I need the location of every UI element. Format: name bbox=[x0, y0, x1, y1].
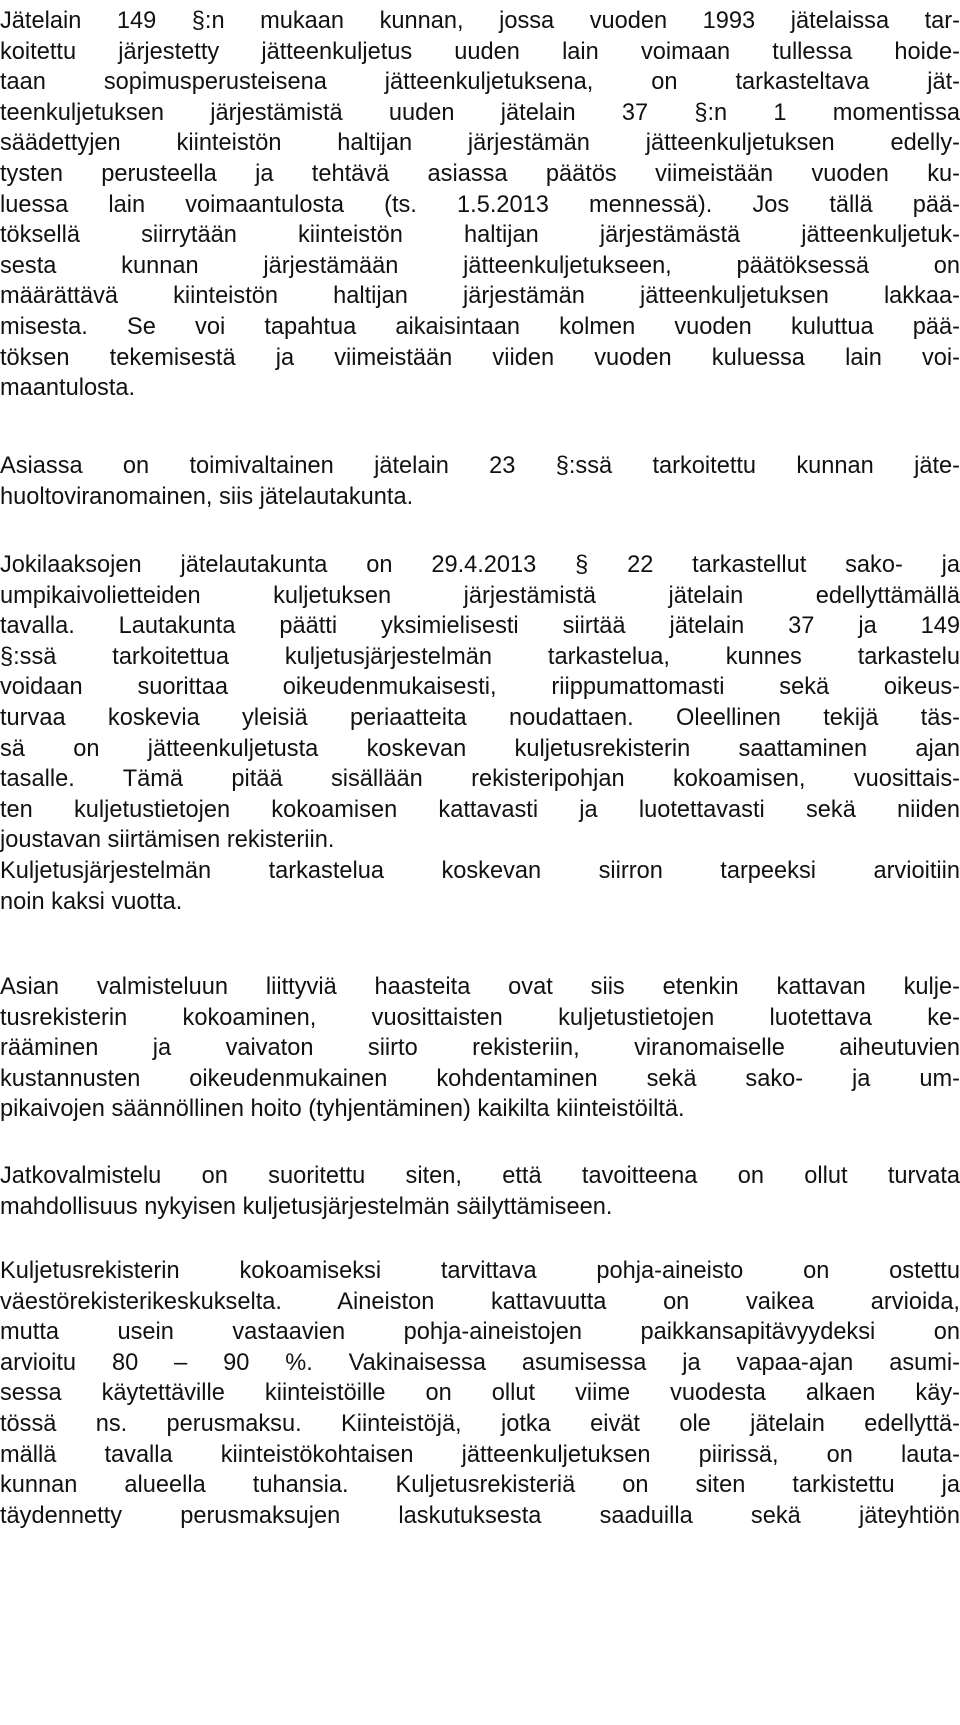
text-line: taan sopimusperusteisena jätteenkuljetuksena, on tarkasteltava jät- bbox=[0, 69, 960, 96]
text-line: maantulosta. bbox=[0, 375, 136, 402]
text-line: luessa lain voimaantulosta (ts. 1.5.2013 mennessä). Jos tällä pää- bbox=[0, 191, 960, 218]
text-line: Kuljetusrekisterin kokoamiseksi tarvittava pohja-aineisto on ostettu bbox=[0, 1258, 960, 1284]
text-line: määrättävä kiinteistön haltijan järjestämän jätteenkuljetuksen lakkaa- bbox=[0, 283, 960, 310]
text-line: koitettu järjestetty jätteenkuljetus uuden lain voimaan tullessa hoide- bbox=[0, 38, 960, 65]
text-line: umpikaivolietteiden kuljetuksen järjestämistä jätelain edellyttämällä bbox=[0, 582, 960, 609]
text-line: turvaa koskevia yleisiä periaatteita noudattaen. Oleellinen tekijä täs- bbox=[0, 704, 960, 731]
text-line: Asiassa on toimivaltainen jätelain 23 §:ssä tarkoitettu kunnan jäte- bbox=[0, 453, 960, 479]
text-line: Asian valmisteluun liittyviä haasteita ovat siis etenkin kattavan kulje- bbox=[0, 974, 960, 1000]
text-line: säädettyjen kiinteistön haltijan järjestämän jätteenkuljetuksen edelly- bbox=[0, 130, 960, 157]
text-line: ten kuljetustietojen kokoamisen kattavasti ja luotettavasti sekä niiden bbox=[0, 796, 960, 823]
text-line: tavalla. Lautakunta päätti yksimielisesti siirtää jätelain 37 ja 149 bbox=[0, 613, 960, 640]
text-line: tusrekisterin kokoaminen, vuosittaisten kuljetustietojen luotettava ke- bbox=[0, 1004, 960, 1031]
text-line: kunnan alueella tuhansia. Kuljetusrekisteriä on siten tarkistettu ja bbox=[0, 1472, 960, 1499]
paragraph-waste-act-149 bbox=[0, 6, 960, 404]
text-line: misesta. Se voi tapahtua aikaisintaan kolmen vuoden kuluttua pää- bbox=[0, 313, 960, 340]
text-line: sessa käytettäville kiinteistöille on ollut viime vuodesta alkaen käy- bbox=[0, 1380, 960, 1407]
text-line: tysten perusteella ja tehtävä asiassa päätös viimeistään vuoden ku- bbox=[0, 160, 960, 187]
text-line: Jätelain 149 §:n mukaan kunnan, jossa vuoden 1993 jätelaissa tar- bbox=[0, 8, 960, 34]
text-line: täydennetty perusmaksujen laskutuksesta saaduilla sekä jäteyhtiön bbox=[0, 1502, 960, 1529]
text-line: mahdollisuus nykyisen kuljetusjärjestelmän säilyttämiseen. bbox=[0, 1193, 613, 1220]
paragraph-competent-authority bbox=[0, 451, 960, 512]
text-line: väestörekisterikeskukselta. Aineiston kattavuutta on vaikea arvioida, bbox=[0, 1288, 960, 1315]
text-line: §:ssä tarkoitettua kuljetusjärjestelmän tarkastelua, kunnes tarkastelu bbox=[0, 643, 960, 670]
text-line: Jatkovalmistelu on suoritettu siten, että tavoitteena on ollut turvata bbox=[0, 1163, 960, 1189]
text-line: joustavan siirtämisen rekisteriin. bbox=[0, 827, 335, 854]
text-line: tössä ns. perusmaksu. Kiinteistöjä, jotka eivät ole jätelain edellyttä- bbox=[0, 1410, 960, 1437]
text-line: sesta kunnan järjestämään jätteenkuljetukseen, päätöksessä on bbox=[0, 252, 960, 279]
text-line: voidaan suorittaa oikeudenmukaisesti, riippumattomasti sekä oikeus- bbox=[0, 674, 960, 701]
paragraph-committee-decision bbox=[0, 550, 960, 917]
text-line: mutta usein vastaavien pohja-aineistojen paikkansapitävyydeksi on bbox=[0, 1319, 960, 1346]
text-line: Kuljetusjärjestelmän tarkastelua koskevan siirron tarpeeksi arvioitiin bbox=[0, 857, 960, 884]
paragraph-further-preparation bbox=[0, 1161, 960, 1222]
text-line: kustannusten oikeudenmukainen kohdentaminen sekä sako- ja um- bbox=[0, 1065, 960, 1092]
text-line: noin kaksi vuotta. bbox=[0, 888, 183, 915]
text-line: Jokilaaksojen jätelautakunta on 29.4.2013 § 22 tarkastellut sako- ja bbox=[0, 552, 960, 578]
text-line: teenkuljetuksen järjestämistä uuden jätelain 37 §:n 1 momentissa bbox=[0, 99, 960, 126]
text-line: töksellä siirrytään kiinteistön haltijan järjestämästä jätteenkuljetuk- bbox=[0, 222, 960, 249]
paragraph-transport-register bbox=[0, 1256, 960, 1531]
text-line: rääminen ja vaivaton siirto rekisteriin, viranomaiselle aiheutuvien bbox=[0, 1035, 960, 1062]
text-line: tasalle. Tämä pitää sisällään rekisteripohjan kokoamisen, vuosittais- bbox=[0, 766, 960, 793]
text-line: huoltoviranomainen, siis jätelautakunta. bbox=[0, 483, 414, 510]
text-line: töksen tekemisestä ja viimeistään viiden vuoden kuluessa lain voi- bbox=[0, 344, 960, 371]
text-line: pikaivojen säännöllinen hoito (tyhjentäminen) kaikilta kiinteistöiltä. bbox=[0, 1096, 685, 1123]
text-line: sä on jätteenkuljetusta koskevan kuljetusrekisterin saattaminen ajan bbox=[0, 735, 960, 762]
text-line: mällä tavalla kiinteistökohtaisen jätteenkuljetuksen piirissä, on lauta- bbox=[0, 1441, 960, 1468]
text-line: arvioitu 80 – 90 %. Vakinaisessa asumisessa ja vapaa-ajan asumi- bbox=[0, 1349, 960, 1376]
paragraph-challenges bbox=[0, 972, 960, 1125]
